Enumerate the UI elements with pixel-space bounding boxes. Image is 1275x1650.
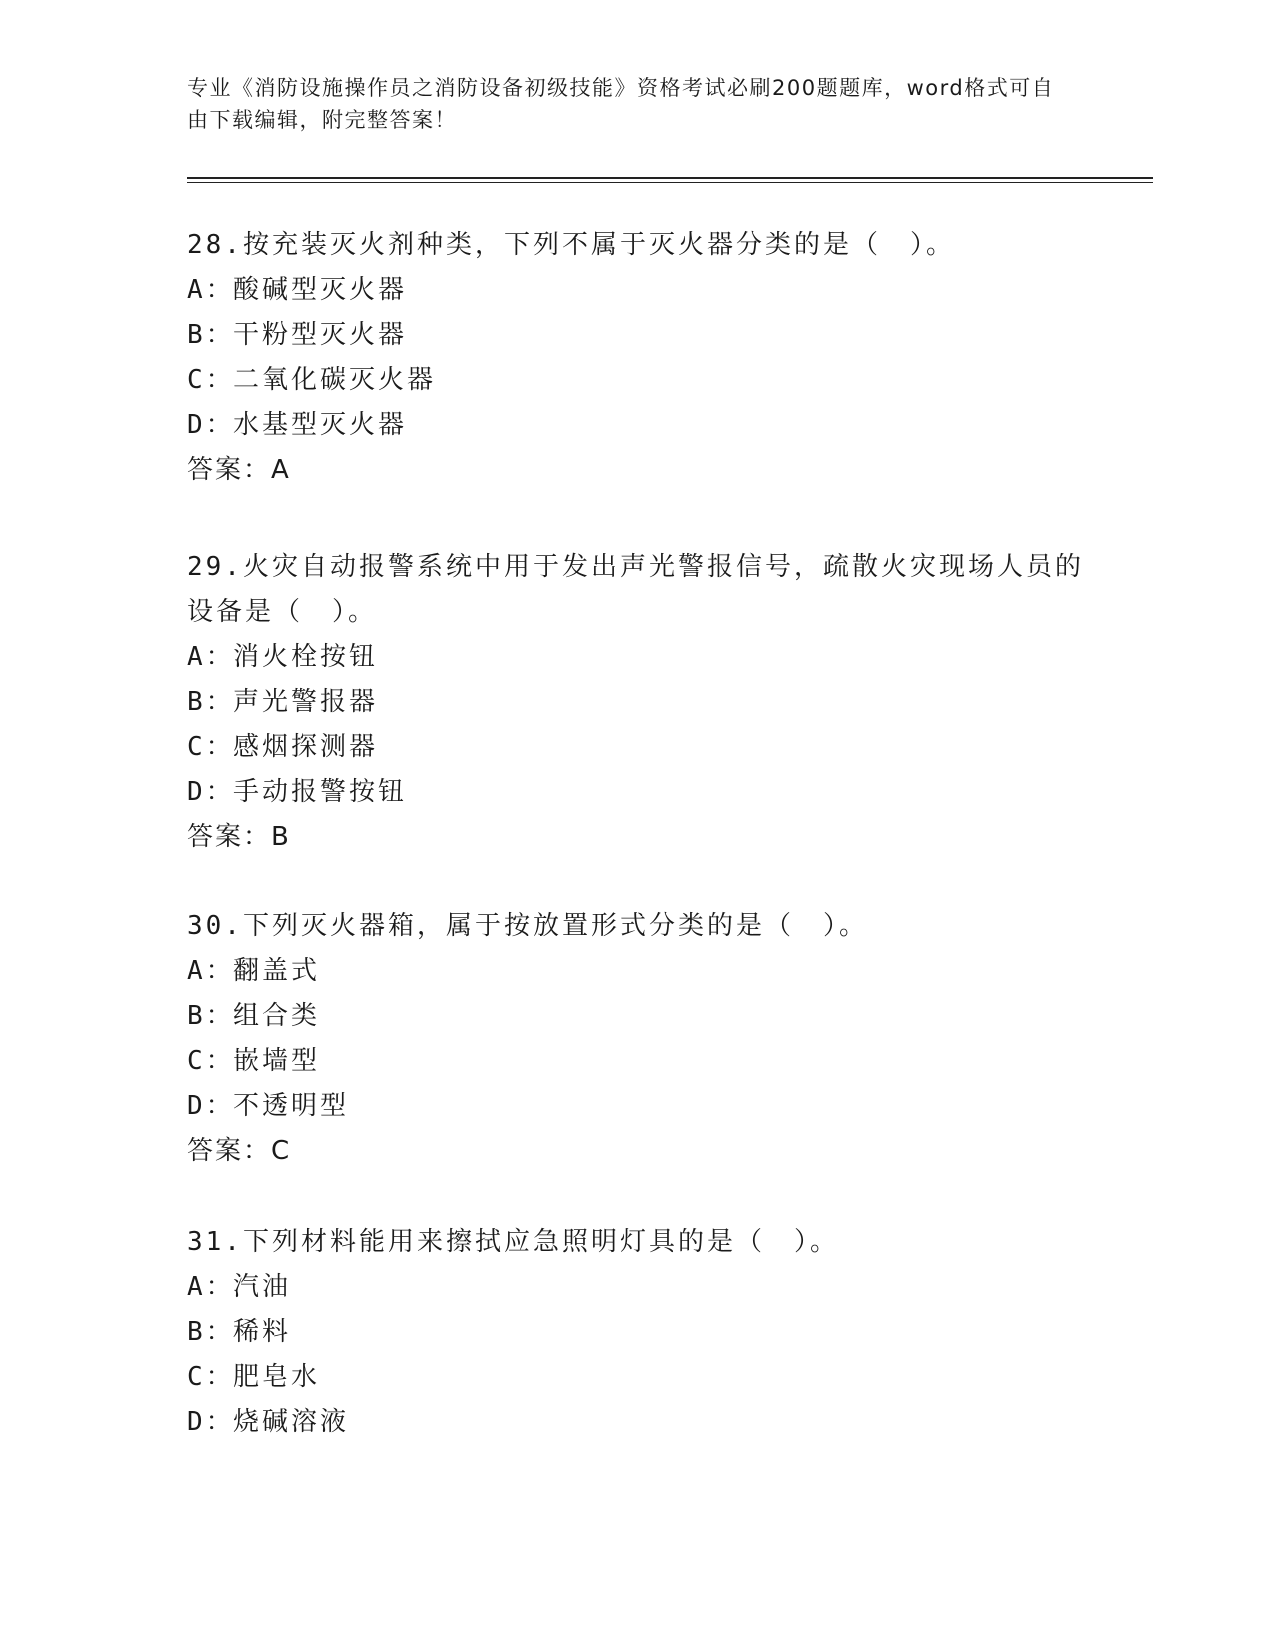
option-key: B：	[187, 320, 235, 350]
answer-line: 答案：A	[187, 455, 291, 485]
option-text: 嵌墙型	[233, 1046, 321, 1076]
option-a	[187, 1265, 1087, 1310]
document-header: 专业《消防设施操作员之消防设备初级技能》资格考试必刷200题题库，word格式可自由下载编辑，附完整答案！	[187, 76, 1055, 132]
header-divider-thick	[187, 177, 1153, 179]
option-key: B：	[187, 1317, 235, 1347]
option-b	[187, 313, 1087, 358]
option-key: D：	[187, 777, 235, 807]
question-30	[187, 904, 1087, 1174]
option-a	[187, 268, 1087, 313]
option-key: A：	[187, 956, 235, 986]
option-key: A：	[187, 275, 235, 305]
option-c	[187, 1355, 1087, 1400]
option-text: 感烟探测器	[233, 732, 379, 762]
option-text: 稀料	[233, 1317, 292, 1347]
option-key: B：	[187, 1001, 235, 1031]
option-b	[187, 680, 1087, 725]
header-divider-thin	[187, 182, 1153, 183]
option-text: 声光警报器	[233, 687, 379, 717]
question-stem: 28.按充装灭火剂种类，下列不属于灭火器分类的是（ ）。	[187, 230, 955, 260]
option-d	[187, 770, 1087, 815]
option-key: C：	[187, 1046, 235, 1076]
option-a	[187, 635, 1087, 680]
option-key: A：	[187, 1272, 235, 1302]
question-stem: 29.火灾自动报警系统中用于发出声光警报信号，疏散火灾现场人员的设备是（ ）。	[187, 552, 1084, 627]
option-key: C：	[187, 732, 235, 762]
option-text: 干粉型灭火器	[233, 320, 408, 350]
question-stem: 31.下列材料能用来擦拭应急照明灯具的是（ ）。	[187, 1227, 839, 1257]
option-c	[187, 358, 1087, 403]
option-text: 消火栓按钮	[233, 642, 379, 672]
option-text: 酸碱型灭火器	[233, 275, 408, 305]
option-c	[187, 725, 1087, 770]
option-text: 烧碱溶液	[233, 1407, 350, 1437]
answer-line: 答案：C	[187, 1136, 292, 1166]
option-a	[187, 949, 1087, 994]
option-b	[187, 994, 1087, 1039]
option-b	[187, 1310, 1087, 1355]
option-text: 组合类	[233, 1001, 321, 1031]
question-29	[187, 545, 1087, 860]
option-key: A：	[187, 642, 235, 672]
option-text: 肥皂水	[233, 1362, 321, 1392]
option-text: 水基型灭火器	[233, 410, 408, 440]
option-key: C：	[187, 1362, 235, 1392]
answer-line: 答案：B	[187, 822, 291, 852]
question-31	[187, 1220, 1087, 1445]
option-key: B：	[187, 687, 235, 717]
option-key: D：	[187, 1091, 235, 1121]
option-text: 二氧化碳灭火器	[233, 365, 437, 395]
question-28	[187, 223, 1087, 493]
option-d	[187, 1400, 1087, 1445]
option-text: 手动报警按钮	[233, 777, 408, 807]
option-c	[187, 1039, 1087, 1084]
option-key: C：	[187, 365, 235, 395]
option-text: 翻盖式	[233, 956, 321, 986]
option-key: D：	[187, 410, 235, 440]
option-text: 不透明型	[233, 1091, 350, 1121]
option-d	[187, 403, 1087, 448]
question-stem: 30.下列灭火器箱，属于按放置形式分类的是（ ）。	[187, 911, 868, 941]
option-key: D：	[187, 1407, 235, 1437]
option-d	[187, 1084, 1087, 1129]
option-text: 汽油	[233, 1272, 292, 1302]
